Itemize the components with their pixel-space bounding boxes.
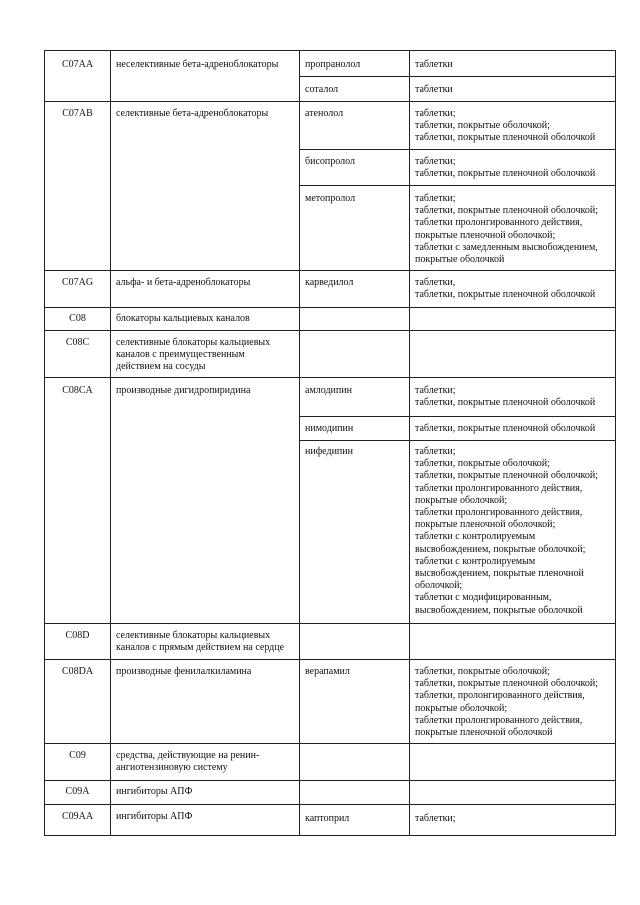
table-row-group: селективные блокаторы кальциевых каналов с прямым действием на сердце (116, 630, 285, 654)
drug-name: верапамил (305, 666, 350, 677)
table-row-code: C09A (65, 786, 90, 797)
subrow-line (299, 416, 616, 417)
table-border-right (615, 50, 616, 836)
table-row-code: C08 (69, 313, 86, 324)
dosage-form: таблетки; таблетки, покрытые пленочной оболочкой (415, 156, 596, 180)
row-line (44, 780, 616, 781)
row-line (44, 804, 616, 805)
drug-name: соталол (305, 84, 339, 95)
dosage-form: таблетки, покрытые пленочной оболочкой (415, 423, 596, 434)
column-divider-code (110, 50, 111, 836)
dosage-form: таблетки, покрытые оболочкой; таблетки, покрытые пленочной оболочкой; таблетки, пролонгированного действия, покрытые оболочкой; таблетки пролонгированного действия, покрытые пленочной оболочкой (415, 666, 599, 739)
row-line (44, 623, 616, 624)
table-row-group: селективные бета-адреноблокаторы (116, 108, 269, 119)
subrow-line (299, 185, 616, 186)
table-row-code: C07AB (62, 108, 93, 119)
dosage-form: таблетки; таблетки, покрытые оболочкой; таблетки, покрытые пленочной оболочкой (415, 108, 596, 144)
row-line (44, 330, 616, 331)
table-row-code: C08CA (62, 385, 93, 396)
dosage-form: таблетки (415, 59, 453, 70)
dosage-form: таблетки; таблетки, покрытые пленочной оболочкой (415, 385, 596, 409)
table-row-code: C09 (69, 750, 86, 761)
drug-name: метопролол (305, 193, 356, 204)
table-row-group: ингибиторы АПФ (116, 786, 193, 797)
dosage-form: таблетки; таблетки, покрытые пленочной оболочкой; таблетки пролонгированного действия, покрытые пленочной оболочкой; таблетки с замедленным высвобождением, покрытые оболочкой (415, 193, 599, 266)
drug-name: амлодипин (305, 385, 352, 396)
table-border-left (44, 50, 45, 836)
table-row-code: C07AG (61, 277, 94, 288)
subrow-line (299, 440, 616, 441)
table-row-code: C09AA (61, 811, 94, 822)
table-row-group: неселективные бета-адреноблокаторы (116, 59, 279, 70)
drug-name: бисопролол (305, 156, 355, 167)
table-row-code: C07AA (61, 59, 94, 70)
row-line (44, 377, 616, 378)
drug-name: каптоприл (305, 813, 350, 824)
dosage-form: таблетки; (415, 813, 456, 824)
drug-name: нифедипин (305, 446, 353, 457)
table-row-group: средства, действующие на ренин- ангиотензиновую систему (116, 750, 260, 774)
drug-name: нимодипин (305, 423, 354, 434)
table-row-group: альфа- и бета-адреноблокаторы (116, 277, 251, 288)
row-line (44, 101, 616, 102)
dosage-form: таблетки; таблетки, покрытые оболочкой; таблетки, покрытые пленочной оболочкой; таблетки пролонгированного действия, покрытые оболочкой; таблетки пролонгированного действия, покрытые пленочной оболочкой; таблетки с контролируемым высвобождением, покрытые оболочкой; таблетки с контролируемым высвобождением, покрытые пленочной оболочкой; таблетки с модифицированным, высвобождением, покрытые оболочкой (415, 446, 599, 616)
dosage-form: таблетки, таблетки, покрытые пленочной оболочкой (415, 277, 596, 301)
drug-name: атенолол (305, 108, 344, 119)
table-row-group: селективные блокаторы кальциевых каналов с преимущественным действием на сосуды (116, 337, 271, 373)
table-row-code: C08D (65, 630, 90, 641)
row-line (44, 835, 616, 836)
row-line (44, 743, 616, 744)
row-line (44, 307, 616, 308)
drug-name: карведилол (305, 277, 354, 288)
row-line (44, 50, 616, 51)
table-row-code: C08DA (61, 666, 94, 677)
row-line (44, 659, 616, 660)
drug-name: пропранолол (305, 59, 361, 70)
table-row-group: производные фенилалкиламина (116, 666, 252, 677)
table-row-group: ингибиторы АПФ (116, 811, 193, 822)
dosage-form: таблетки (415, 84, 453, 95)
table-row-group: производные дигидропиридина (116, 385, 251, 396)
subrow-line (299, 149, 616, 150)
subrow-line (299, 76, 616, 77)
table-row-code: C08C (65, 337, 90, 348)
column-divider-drug (409, 50, 410, 836)
table-row-group: блокаторы кальциевых каналов (116, 313, 250, 324)
column-divider-group (299, 50, 300, 836)
row-line (44, 270, 616, 271)
